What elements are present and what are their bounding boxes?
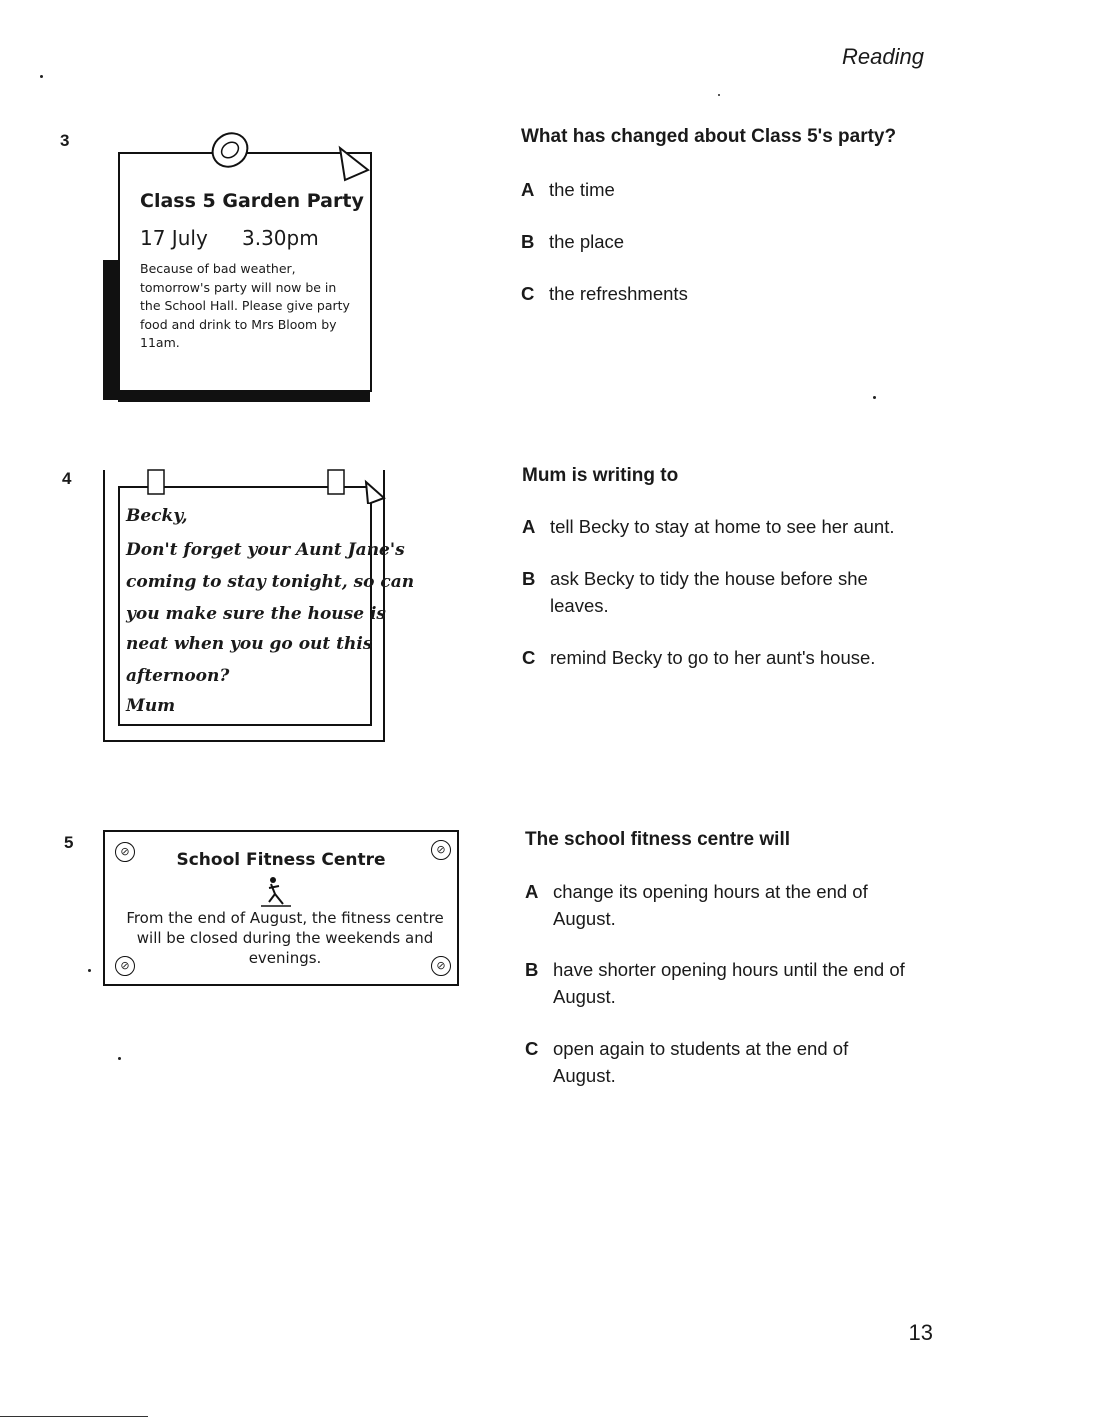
- tape-icon: [140, 464, 390, 504]
- screw-icon: ⊘: [431, 956, 451, 976]
- notice-shadow: [103, 260, 118, 400]
- screw-icon: ⊘: [431, 840, 451, 860]
- note-line: Becky,: [126, 506, 188, 526]
- option-c[interactable]: [521, 280, 929, 307]
- speck: [118, 1057, 121, 1060]
- option-letter: B: [525, 959, 539, 980]
- notice-time: 3.30pm: [242, 226, 319, 250]
- notice-body: From the end of August, the fitness centre will be closed during the weekends and evenings.: [126, 909, 444, 967]
- question-number: 4: [62, 469, 72, 488]
- note-line: you make sure the house is: [126, 604, 386, 624]
- option-c[interactable]: [525, 1035, 893, 1089]
- note-line: Don't forget your Aunt Jane's: [126, 540, 405, 560]
- notice-date: 17 July: [140, 226, 208, 250]
- option-text: have shorter opening hours until the end of August.: [553, 959, 905, 1007]
- fitness-notice: [103, 830, 459, 986]
- mum-note: [118, 486, 415, 726]
- option-text: change its opening hours at the end of August.: [553, 881, 868, 929]
- note-line: Mum: [126, 696, 176, 716]
- question-prompt: Mum is writing to: [522, 465, 679, 486]
- option-letter: C: [525, 1038, 539, 1059]
- speck: [873, 396, 876, 399]
- screw-icon: ⊘: [115, 956, 135, 976]
- option-text: the place: [549, 231, 625, 252]
- runner-icon: [257, 874, 297, 910]
- option-text: remind Becky to go to her aunt's house.: [550, 647, 876, 668]
- note-line: coming to stay tonight, so can: [126, 572, 415, 592]
- option-letter: C: [521, 283, 535, 304]
- party-notice: [118, 152, 372, 392]
- option-a[interactable]: [521, 176, 929, 203]
- notice-title: Class 5 Garden Party: [140, 190, 364, 212]
- bottom-rule: [0, 1416, 148, 1417]
- option-letter: A: [521, 179, 535, 200]
- notice-body: Because of bad weather, tomorrow's party will now be in the School Hall. Please give party food and drink to Mrs Bloom by 11am.: [140, 261, 350, 350]
- option-c[interactable]: [522, 644, 930, 671]
- screw-icon: ⊘: [115, 842, 135, 862]
- option-text: the refreshments: [549, 283, 688, 304]
- speck: [88, 969, 91, 972]
- question-number: 3: [60, 131, 70, 150]
- option-letter: A: [522, 516, 536, 537]
- section-header: Reading: [842, 44, 924, 69]
- question-prompt: The school fitness centre will: [525, 829, 791, 850]
- option-b[interactable]: [525, 956, 928, 1010]
- option-letter: C: [522, 647, 536, 668]
- option-text: ask Becky to tidy the house before she leaves.: [550, 568, 868, 616]
- pin-icon: [200, 118, 390, 188]
- speck: [718, 94, 720, 96]
- note-line: neat when you go out this: [126, 634, 373, 654]
- page-number: 13: [908, 1320, 933, 1345]
- option-a[interactable]: [522, 513, 930, 540]
- option-letter: B: [521, 231, 535, 252]
- option-text: open again to students at the end of August.: [553, 1038, 849, 1086]
- option-letter: B: [522, 568, 536, 589]
- option-text: the time: [549, 179, 615, 200]
- question-prompt: What has changed about Class 5's party?: [521, 126, 897, 147]
- option-letter: A: [525, 881, 539, 902]
- option-b[interactable]: [521, 228, 929, 255]
- option-b[interactable]: [522, 565, 905, 619]
- speck: [40, 75, 43, 78]
- option-text: tell Becky to stay at home to see her aunt.: [550, 516, 895, 537]
- question-number: 5: [64, 833, 74, 852]
- note-line: afternoon?: [126, 666, 230, 686]
- option-a[interactable]: [525, 878, 913, 932]
- notice-title: School Fitness Centre: [176, 850, 386, 870]
